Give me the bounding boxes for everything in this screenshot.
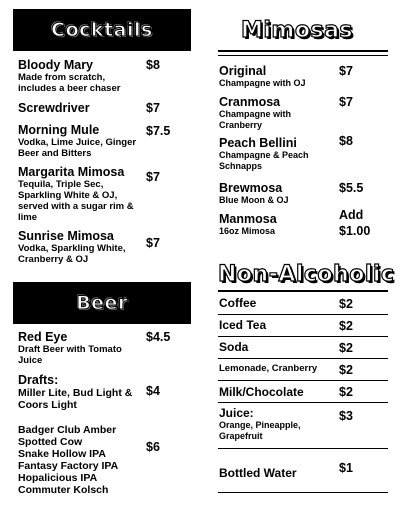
na-item-bottled-water bbox=[219, 466, 297, 480]
row-divider bbox=[218, 448, 388, 449]
item-price-add: Add bbox=[339, 208, 364, 222]
item-desc: Made from scratch, includes a beer chaser bbox=[18, 72, 121, 94]
item-name: Juice: bbox=[219, 406, 254, 420]
beer-item-drafts bbox=[18, 373, 143, 411]
item-name: Bloody Mary bbox=[18, 58, 94, 72]
item-name: Morning Mule bbox=[18, 123, 100, 137]
row-divider bbox=[218, 380, 388, 381]
item-name: Lemonade, Cranberry bbox=[219, 363, 318, 374]
mimosa-item-cranmosa bbox=[219, 95, 319, 130]
item-name: Margarita Mimosa bbox=[18, 165, 125, 179]
item-name: Cranmosa bbox=[219, 95, 281, 109]
item-price: $4.5 bbox=[146, 330, 171, 344]
item-desc: Champagne with OJ bbox=[219, 78, 306, 88]
item-desc: Vodka, Sparkling White, Cranberry & OJ bbox=[18, 243, 126, 265]
item-name: Original bbox=[219, 64, 267, 78]
beer-header bbox=[13, 282, 191, 324]
row-divider bbox=[218, 358, 388, 359]
item-price: $2 bbox=[339, 341, 353, 355]
item-name: Manmosa bbox=[219, 212, 277, 226]
item-name: Peach Bellini bbox=[219, 136, 297, 150]
mimosas-rule bbox=[218, 55, 388, 56]
cocktail-item-sunrise-mimosa bbox=[18, 229, 143, 265]
item-desc: Champagne with Cranberry bbox=[219, 109, 292, 130]
cocktails-header bbox=[13, 9, 191, 51]
item-name: Drafts: bbox=[18, 373, 59, 387]
cocktail-item-morning-mule bbox=[18, 123, 143, 159]
beer-list-line: Badger Club Amber bbox=[18, 424, 117, 436]
beer-title: Beer bbox=[76, 292, 128, 314]
item-price: $5.5 bbox=[339, 181, 364, 195]
item-price: $7 bbox=[339, 64, 353, 78]
item-price: $7 bbox=[146, 170, 160, 184]
item-price: $1 bbox=[339, 461, 353, 475]
beer-list-line: Spotted Cow bbox=[18, 436, 83, 448]
item-desc: Draft Beer with Tomato Juice bbox=[18, 344, 122, 366]
mimosa-item-peach-bellini bbox=[219, 136, 319, 171]
item-price: $8 bbox=[146, 58, 160, 72]
row-divider bbox=[218, 402, 388, 403]
na-item-juice bbox=[219, 406, 329, 441]
mimosa-item-manmosa bbox=[219, 212, 329, 237]
beer-item-red-eye bbox=[18, 330, 138, 366]
item-price: $2 bbox=[339, 385, 353, 399]
item-name: Bottled Water bbox=[219, 466, 297, 480]
cocktail-item-screwdriver bbox=[18, 101, 90, 115]
item-desc: 16oz Mimosa bbox=[219, 226, 276, 236]
item-price: $2 bbox=[339, 363, 353, 377]
item-price: $7 bbox=[146, 236, 160, 250]
item-name: Brewmosa bbox=[219, 181, 283, 195]
mimosa-item-brewmosa bbox=[219, 181, 329, 206]
item-name: Screwdriver bbox=[18, 101, 90, 115]
item-desc: Blue Moon & OJ bbox=[219, 195, 289, 205]
item-name: Coffee bbox=[219, 296, 257, 310]
nonalcoholic-title: Non-Alcoholic bbox=[218, 262, 395, 287]
item-price: $7 bbox=[339, 95, 353, 109]
beer-item-craft-list bbox=[18, 424, 143, 496]
na-item-soda bbox=[219, 340, 248, 354]
cocktail-item-bloody-mary bbox=[18, 58, 143, 94]
beer-list-line: Snake Hollow IPA bbox=[18, 448, 106, 460]
na-item-milk bbox=[219, 385, 304, 399]
beer-list-line: Fantasy Factory IPA bbox=[18, 460, 119, 472]
item-desc: Orange, Pineapple, Grapefruit bbox=[219, 420, 301, 441]
item-desc: Champagne & Peach Schnapps bbox=[219, 150, 309, 171]
na-item-lemonade bbox=[219, 363, 317, 374]
item-price: $3 bbox=[339, 409, 353, 423]
na-item-coffee bbox=[219, 296, 256, 310]
row-divider bbox=[218, 336, 388, 337]
item-price: $2 bbox=[339, 319, 353, 333]
cocktails-title: Cocktails bbox=[51, 19, 153, 41]
na-item-iced-tea bbox=[219, 318, 266, 332]
item-price: $2 bbox=[339, 297, 353, 311]
item-price: $7 bbox=[146, 101, 160, 115]
item-name: Soda bbox=[219, 340, 249, 354]
row-divider bbox=[218, 314, 388, 315]
item-desc: Vodka, Lime Juice, Ginger Beer and Bitters bbox=[18, 137, 137, 159]
beer-list-line: Commuter Kolsch bbox=[18, 484, 109, 496]
beer-list-line: Hopalicious IPA bbox=[18, 472, 98, 484]
item-desc: Tequila, Triple Sec, Sparkling White & OJ, served with a sugar rim & lime bbox=[18, 179, 134, 223]
mimosa-item-original bbox=[219, 64, 334, 89]
item-price: $6 bbox=[146, 440, 160, 454]
item-name: Sunrise Mimosa bbox=[18, 229, 114, 243]
item-price: $4 bbox=[146, 384, 160, 398]
item-price: $8 bbox=[339, 134, 353, 148]
item-price: $7.5 bbox=[146, 124, 171, 138]
nonalcoholic-rule bbox=[218, 290, 388, 292]
item-name: Iced Tea bbox=[219, 318, 267, 332]
mimosas-rule bbox=[218, 50, 388, 52]
item-desc: Miller Lite, Bud Light & Coors Light bbox=[18, 387, 133, 411]
row-divider bbox=[218, 492, 388, 493]
cocktail-item-margarita-mimosa bbox=[18, 165, 143, 223]
item-price: $1.00 bbox=[339, 224, 371, 238]
item-name: Red Eye bbox=[18, 330, 68, 344]
mimosas-title: Mimosas bbox=[241, 18, 354, 43]
item-name: Milk/Chocolate bbox=[219, 385, 304, 399]
